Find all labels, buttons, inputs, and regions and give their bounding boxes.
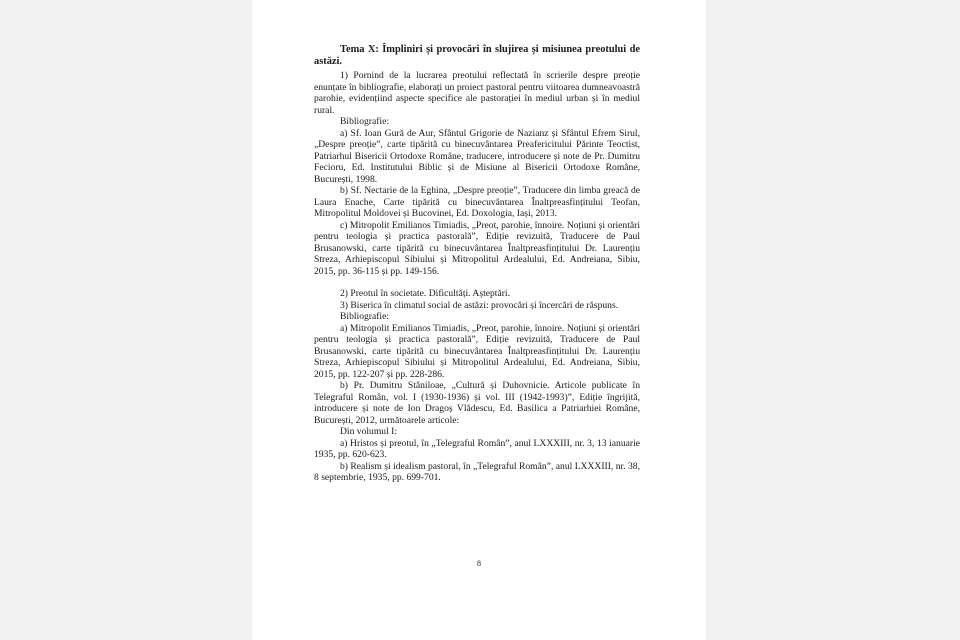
paragraph-task-1: 1) Pornind de la lucrarea preotului reflectată în scrierile despre preoție enunțate în bibliografie, elaborați un proiect pastoral pentru viitoarea dumneavoastră parohie, evidențiind aspecte specifice ale pastorației în mediul urban și în mediul rural. bbox=[314, 70, 640, 116]
bibliography-item-1b: b) Sf. Nectarie de la Eghina, „Despre preoție”, Traducere din limba greacă de Laura Enache, Carte tipărită cu binecuvântarea Înaltpreasfințitului Teofan, Mitropolitul Moldovei și Bucovinei, Ed. Doxologia, Iași, 2013. bbox=[314, 185, 640, 219]
bibliography-item-1c: c) Mitropolit Emilianos Timiadis, „Preot, parohie, înnoire. Noțiuni și orientări pentru teologia și practica pastorală”, Ediție revizuită, Traducere de Paul Brusanowski, carte tipărită cu binecuvântarea Înaltpreasfințitului Dr. Laurențiu Streza, Arhiepiscopul Sibiului și Mitropolitul Ardealului, Ed. Andreiana, Sibiu, 2015, pp. 36-115 și pp. 149-156. bbox=[314, 219, 640, 277]
bibliography-item-2b: b) Pr. Dumitru Stăniloae, „Cultură și Duhovnicie. Articole publicate în Telegraful Român, vol. I (1930-1936) și vol. III (1942-1993)”, Ediție îngrijită, introducere și note de Ion Dragoș Vlădescu, Ed. Basilica a Patriarhiei Române, București, 2012, următoarele articole: bbox=[314, 380, 640, 426]
paragraph-gap bbox=[314, 277, 640, 288]
page-number: 8 bbox=[477, 559, 481, 568]
bibliography-heading-1: Bibliografie: bbox=[340, 116, 390, 127]
article-item-a: a) Hristos și preotul, în „Telegraful Român”, anul LXXXIII, nr. 3, 13 ianuarie 1935, pp. 620-623. bbox=[314, 437, 640, 460]
bibliography-heading-2: Bibliografie: bbox=[340, 311, 390, 322]
paragraph-task-3: 3) Biserica în climatul social de astăzi: provocări și încercări de răspuns. bbox=[340, 299, 619, 311]
paragraph-task-2: 2) Preotul în societate. Dificultăți. Așteptări. bbox=[340, 288, 510, 299]
document-body bbox=[314, 44, 640, 484]
bibliography-item-2a: a) Mitropolit Emilianos Timiadis, „Preot, parohie, înnoire. Noțiuni și orientări pentru teologia și practica pastorală”, Ediție revizuită, Traducere de Paul Brusanowski, carte tipărită cu binecuvântarea Înaltpreasfințitului Dr. Laurențiu Streza, Arhiepiscopul Sibiului și Mitropolitul Ardealului, Ed. Andreiana, Sibiu, 2015, pp. 122-207 și pp. 228-286. bbox=[314, 322, 640, 380]
article-item-b: b) Realism și idealism pastoral, în „Telegraful Român”, anul LXXXIII, nr. 38, 8 septembrie, 1935, pp. 699-701. bbox=[314, 460, 640, 483]
bibliography-item-1a: a) Sf. Ioan Gură de Aur, Sfântul Grigorie de Nazianz și Sfântul Efrem Sirul, „Despre preoție”, carte tipărită cu binecuvântarea Preafericitului Părinte Teoctist, Patriarhul Bisericii Ortodoxe Române, traducere, introducere și note de Pr. Dumitru Fecioru, Ed. Institutului Biblic și de Misiune al Bisericii Ortodoxe Române, București, 1998. bbox=[314, 127, 640, 185]
document-page bbox=[252, 0, 706, 640]
volume-heading: Din volumul I: bbox=[340, 426, 398, 437]
document-title: Tema X: Împliniri și provocări în slujirea și misiunea preotului de astăzi. bbox=[314, 44, 640, 67]
